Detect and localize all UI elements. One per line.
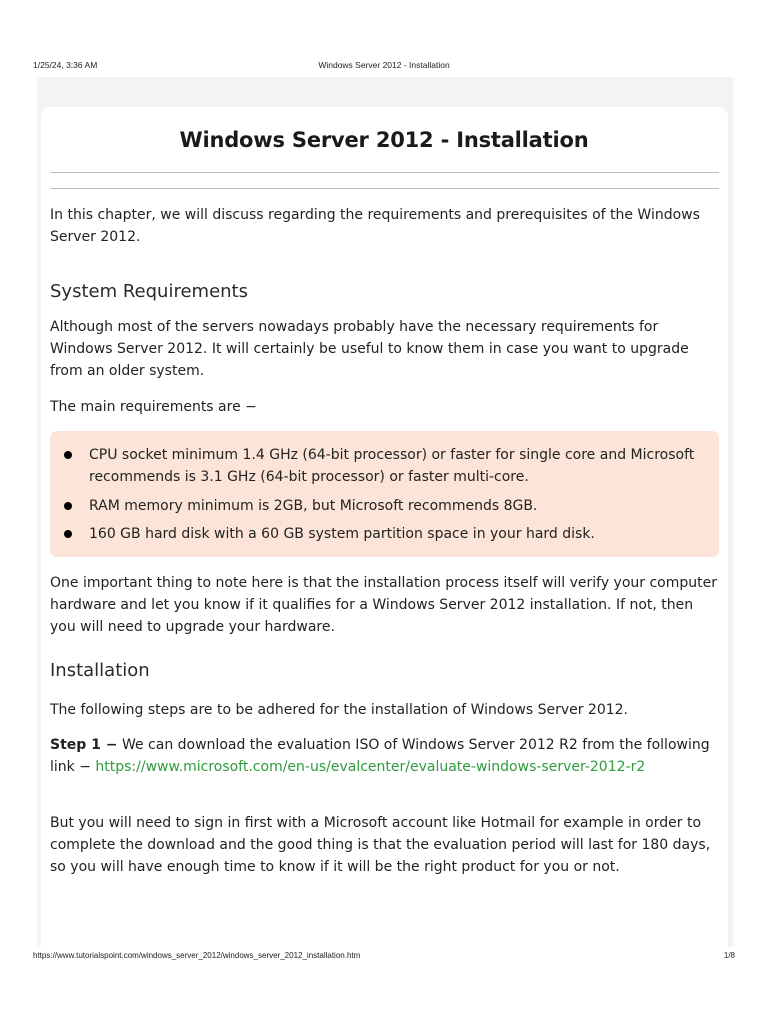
print-footer <box>33 951 735 965</box>
step-1-label: Step 1 − <box>50 737 118 753</box>
print-title: Windows Server 2012 - Installation <box>318 60 450 70</box>
installation-paragraph: The following steps are to be adhered for the installation of Windows Server 2012. <box>50 702 629 718</box>
page-number: 1/8 <box>723 951 735 960</box>
step-1-paragraph <box>50 734 722 778</box>
title-divider-top <box>50 172 719 173</box>
bullet-icon <box>64 451 72 459</box>
print-header <box>33 60 735 74</box>
print-url: https://www.tutorialspoint.com/windows_server_2012/windows_server_2012_installation.htm <box>33 951 361 960</box>
bullet-icon <box>64 530 72 538</box>
step-1-text: We can download the evaluation ISO of Windows Server 2012 R2 from the following link − <box>50 737 710 775</box>
evaluation-iso-link[interactable]: https://www.microsoft.com/en-us/evalcenter/evaluate-windows-server-2012-r2 <box>95 759 646 775</box>
requirements-paragraph: Although most of the servers nowadays probably have the necessary requirements for Windows Server 2012. It will certainly be useful to know them in case you want to upgrade from an older system. <box>50 319 689 379</box>
print-datetime: 1/25/24, 3:36 AM <box>33 60 98 70</box>
installation-heading: Installation <box>50 660 150 681</box>
requirement-item-disk: 160 GB hard disk with a 60 GB system partition space in your hard disk. <box>89 526 595 542</box>
system-requirements-heading: System Requirements <box>50 281 248 302</box>
signin-paragraph: But you will need to sign in first with a Microsoft account like Hotmail for example in order to complete the download and the good thing is that the evaluation period will last for 180 days, so you will have enough time to know if it will be the right product for you or not. <box>50 815 711 875</box>
bullet-icon <box>64 502 72 510</box>
hardware-note-paragraph: One important thing to note here is that the installation process itself will verify your computer hardware and let you know if it qualifies for a Windows Server 2012 installation. If not, then you will need to upgrade your hardware. <box>50 575 718 635</box>
intro-paragraph: In this chapter, we will discuss regarding the requirements and prerequisites of the Windows Server 2012. <box>50 207 700 245</box>
requirements-lead: The main requirements are − <box>50 399 257 415</box>
title-divider-bottom <box>50 188 719 189</box>
requirement-item-ram: RAM memory minimum is 2GB, but Microsoft recommends 8GB. <box>89 498 538 514</box>
page-title: Windows Server 2012 - Installation <box>179 128 589 152</box>
requirement-item-cpu: CPU socket minimum 1.4 GHz (64-bit processor) or faster for single core and Microsoft recommends is 3.1 GHz (64-bit processor) or faster multi-core. <box>89 447 695 485</box>
